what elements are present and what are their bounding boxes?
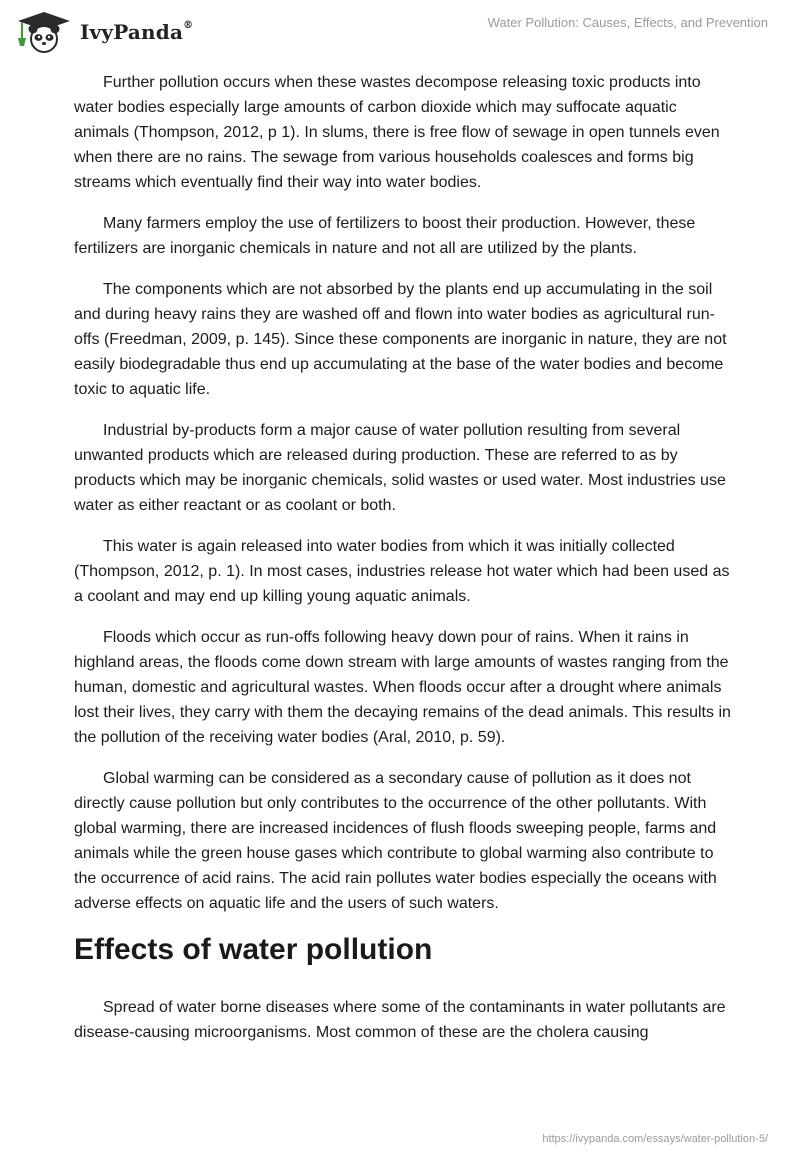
page-header xyxy=(0,0,800,60)
ivypanda-logo-icon[interactable] xyxy=(14,10,74,54)
paragraph: Many farmers employ the use of fertilizers to boost their production. However, these fertilizers are inorganic chemicals in nature and not all are utilized by the plants. xyxy=(74,215,696,257)
paragraph: This water is again released into water bodies from which it was initially collected (Thompson, 2012, p. 1). In most cases, industries release hot water which had been used as a coolant and may end up killing young aquatic animals. xyxy=(74,538,730,605)
paragraph: Global warming can be considered as a secondary cause of pollution as it does not directly cause pollution but only contributes to the occurrence of the other pollutants. With global warming, there are increased incidences of flush floods sweeping people, farms and animals while the green house gases which contribute to global warming also contribute to the occurrence of acid rains. The acid rain pollutes water bodies especially the oceans with adverse effects on aquatic life and the users of such waters. xyxy=(74,770,717,912)
paragraph: The components which are not absorbed by the plants end up accumulating in the soil and during heavy rains they are washed off and flown into water bodies as agricultural run-offs (Freedman, 2009, p. 145). Since these components are inorganic in nature, they are not easily biodegradable thus end up accumulating at the base of the water bodies and become toxic to aquatic life. xyxy=(74,281,727,398)
source-url[interactable]: https://ivypanda.com/essays/water-pollution-5/ xyxy=(542,1133,768,1145)
section-heading: Effects of water pollution xyxy=(74,933,433,966)
essay-body xyxy=(74,70,734,1061)
paragraph: Industrial by-products form a major cause of water pollution resulting from several unwanted products which are released during production. These are referred to as by products which may be inorganic chemicals, solid wastes or used water. Most industries use water as either reactant or as coolant or both. xyxy=(74,422,726,514)
document-title: Water Pollution: Causes, Effects, and Prevention xyxy=(487,15,768,30)
brand-name[interactable]: IvyPanda® xyxy=(80,20,194,44)
paragraph: Floods which occur as run-offs following heavy down pour of rains. When it rains in highland areas, the floods come down stream with large amounts of wastes ranging from the human, domestic and agricultural wastes. When floods occur after a drought where animals lost their lives, they carry with them the decaying remains of the dead animals. This results in the pollution of the receiving water bodies (Aral, 2010, p. 59). xyxy=(74,629,731,746)
paragraph: Further pollution occurs when these wastes decompose releasing toxic products into water bodies especially large amounts of carbon dioxide which may suffocate aquatic animals (Thompson, 2012, p 1). In slums, there is free flow of sewage in open tunnels even when there are no rains. The sewage from various households coalesces and forms big streams which eventually find their way into water bodies. xyxy=(74,74,720,191)
paragraph: Spread of water borne diseases where some of the contaminants in water pollutants are disease-causing microorganisms. Most common of these are the cholera causing xyxy=(74,999,726,1041)
